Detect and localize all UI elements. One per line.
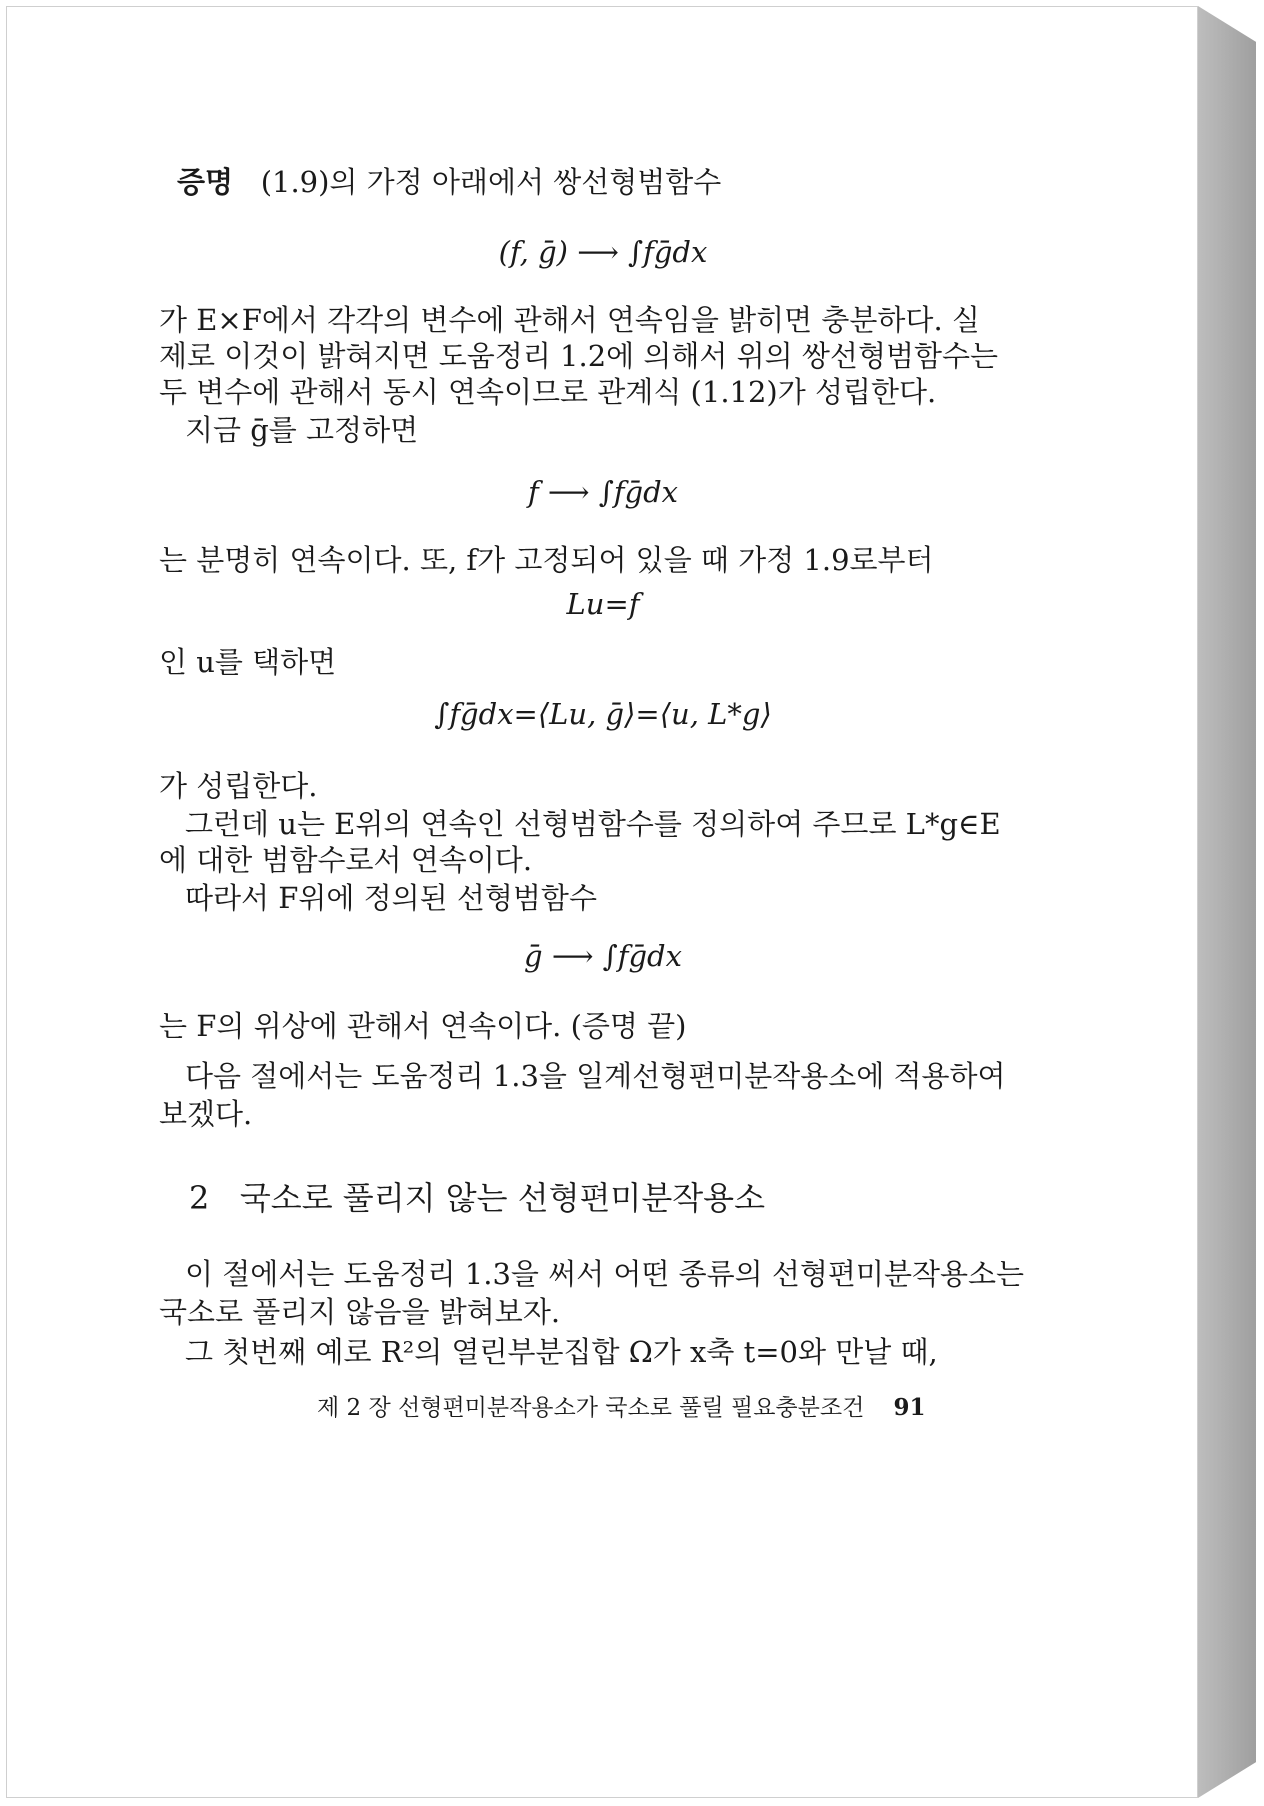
running-footer: 제 2 장 선형편미분작용소가 국소로 풀릴 필요충분조건: [317, 1395, 865, 1421]
equation-3: Lu=f: [566, 587, 640, 621]
paragraph-1-line-1: 가 E×F에서 각각의 변수에 관해서 연속임을 밝히면 충분하다. 실: [159, 303, 980, 337]
section-heading: [189, 1175, 765, 1221]
paragraph-7-line-1: 따라서 F위에 정의된 선형범함수: [185, 881, 597, 915]
paragraph-1-line-2: 제로 이것이 밝혀지면 도움정리 1.2에 의해서 위의 쌍선형범함수는: [159, 339, 999, 373]
equation-2: f ⟶ ∫fḡdx: [527, 475, 679, 509]
paragraph-9-line-1: 다음 절에서는 도움정리 1.3을 일계선형편미분작용소에 적용하여: [185, 1059, 1006, 1093]
paragraph-4-line-1: 인 u를 택하면: [159, 645, 337, 679]
section-number: 2: [189, 1179, 210, 1217]
proof-label: 증명: [177, 165, 234, 199]
paragraph-6-line-1: 그런데 u는 E위의 연속인 선형범함수를 정의하여 주므로 L*g∈E: [185, 807, 1001, 841]
equation-1: (f, ḡ) ⟶ ∫fḡdx: [498, 235, 708, 269]
equation-4: ∫fḡdx=⟨Lu, ḡ⟩=⟨u, L*g⟩: [434, 697, 772, 731]
paragraph-1-line-3: 두 변수에 관해서 동시 연속이므로 관계식 (1.12)가 성립한다.: [159, 375, 937, 409]
proof-intro-line: [177, 159, 721, 205]
paragraph-11-line-1: 그 첫번째 예로 R²의 열린부분집합 Ω가 x축 t=0와 만날 때,: [185, 1335, 938, 1369]
page-footer: [317, 1385, 926, 1431]
equation-5: ḡ ⟶ ∫fḡdx: [524, 939, 682, 973]
paragraph-8-line-1: 는 F의 위상에 관해서 연속이다. (증명 끝): [159, 1009, 687, 1043]
paragraph-10-line-2: 국소로 풀리지 않음을 밝혀보자.: [159, 1295, 561, 1329]
paragraph-2-line-1: 지금 ḡ를 고정하면: [185, 413, 419, 447]
paragraph-3-line-1: 는 분명히 연속이다. 또, f가 고정되어 있을 때 가정 1.9로부터: [159, 543, 934, 577]
page-number: 91: [893, 1394, 926, 1421]
paragraph-9-line-2: 보겠다.: [159, 1097, 253, 1131]
page-edge-shadow: [1198, 6, 1256, 1798]
proof-intro-text: (1.9)의 가정 아래에서 쌍선형범함수: [260, 165, 722, 199]
paragraph-10-line-1: 이 절에서는 도움정리 1.3을 써서 어떤 종류의 선형편미분작용소는: [185, 1257, 1025, 1291]
book-page: [6, 6, 1198, 1798]
paragraph-6-line-2: 에 대한 범함수로서 연속이다.: [159, 843, 533, 877]
paragraph-5-line-1: 가 성립한다.: [159, 769, 318, 803]
section-title: 국소로 풀리지 않는 선형편미분작용소: [239, 1179, 765, 1217]
